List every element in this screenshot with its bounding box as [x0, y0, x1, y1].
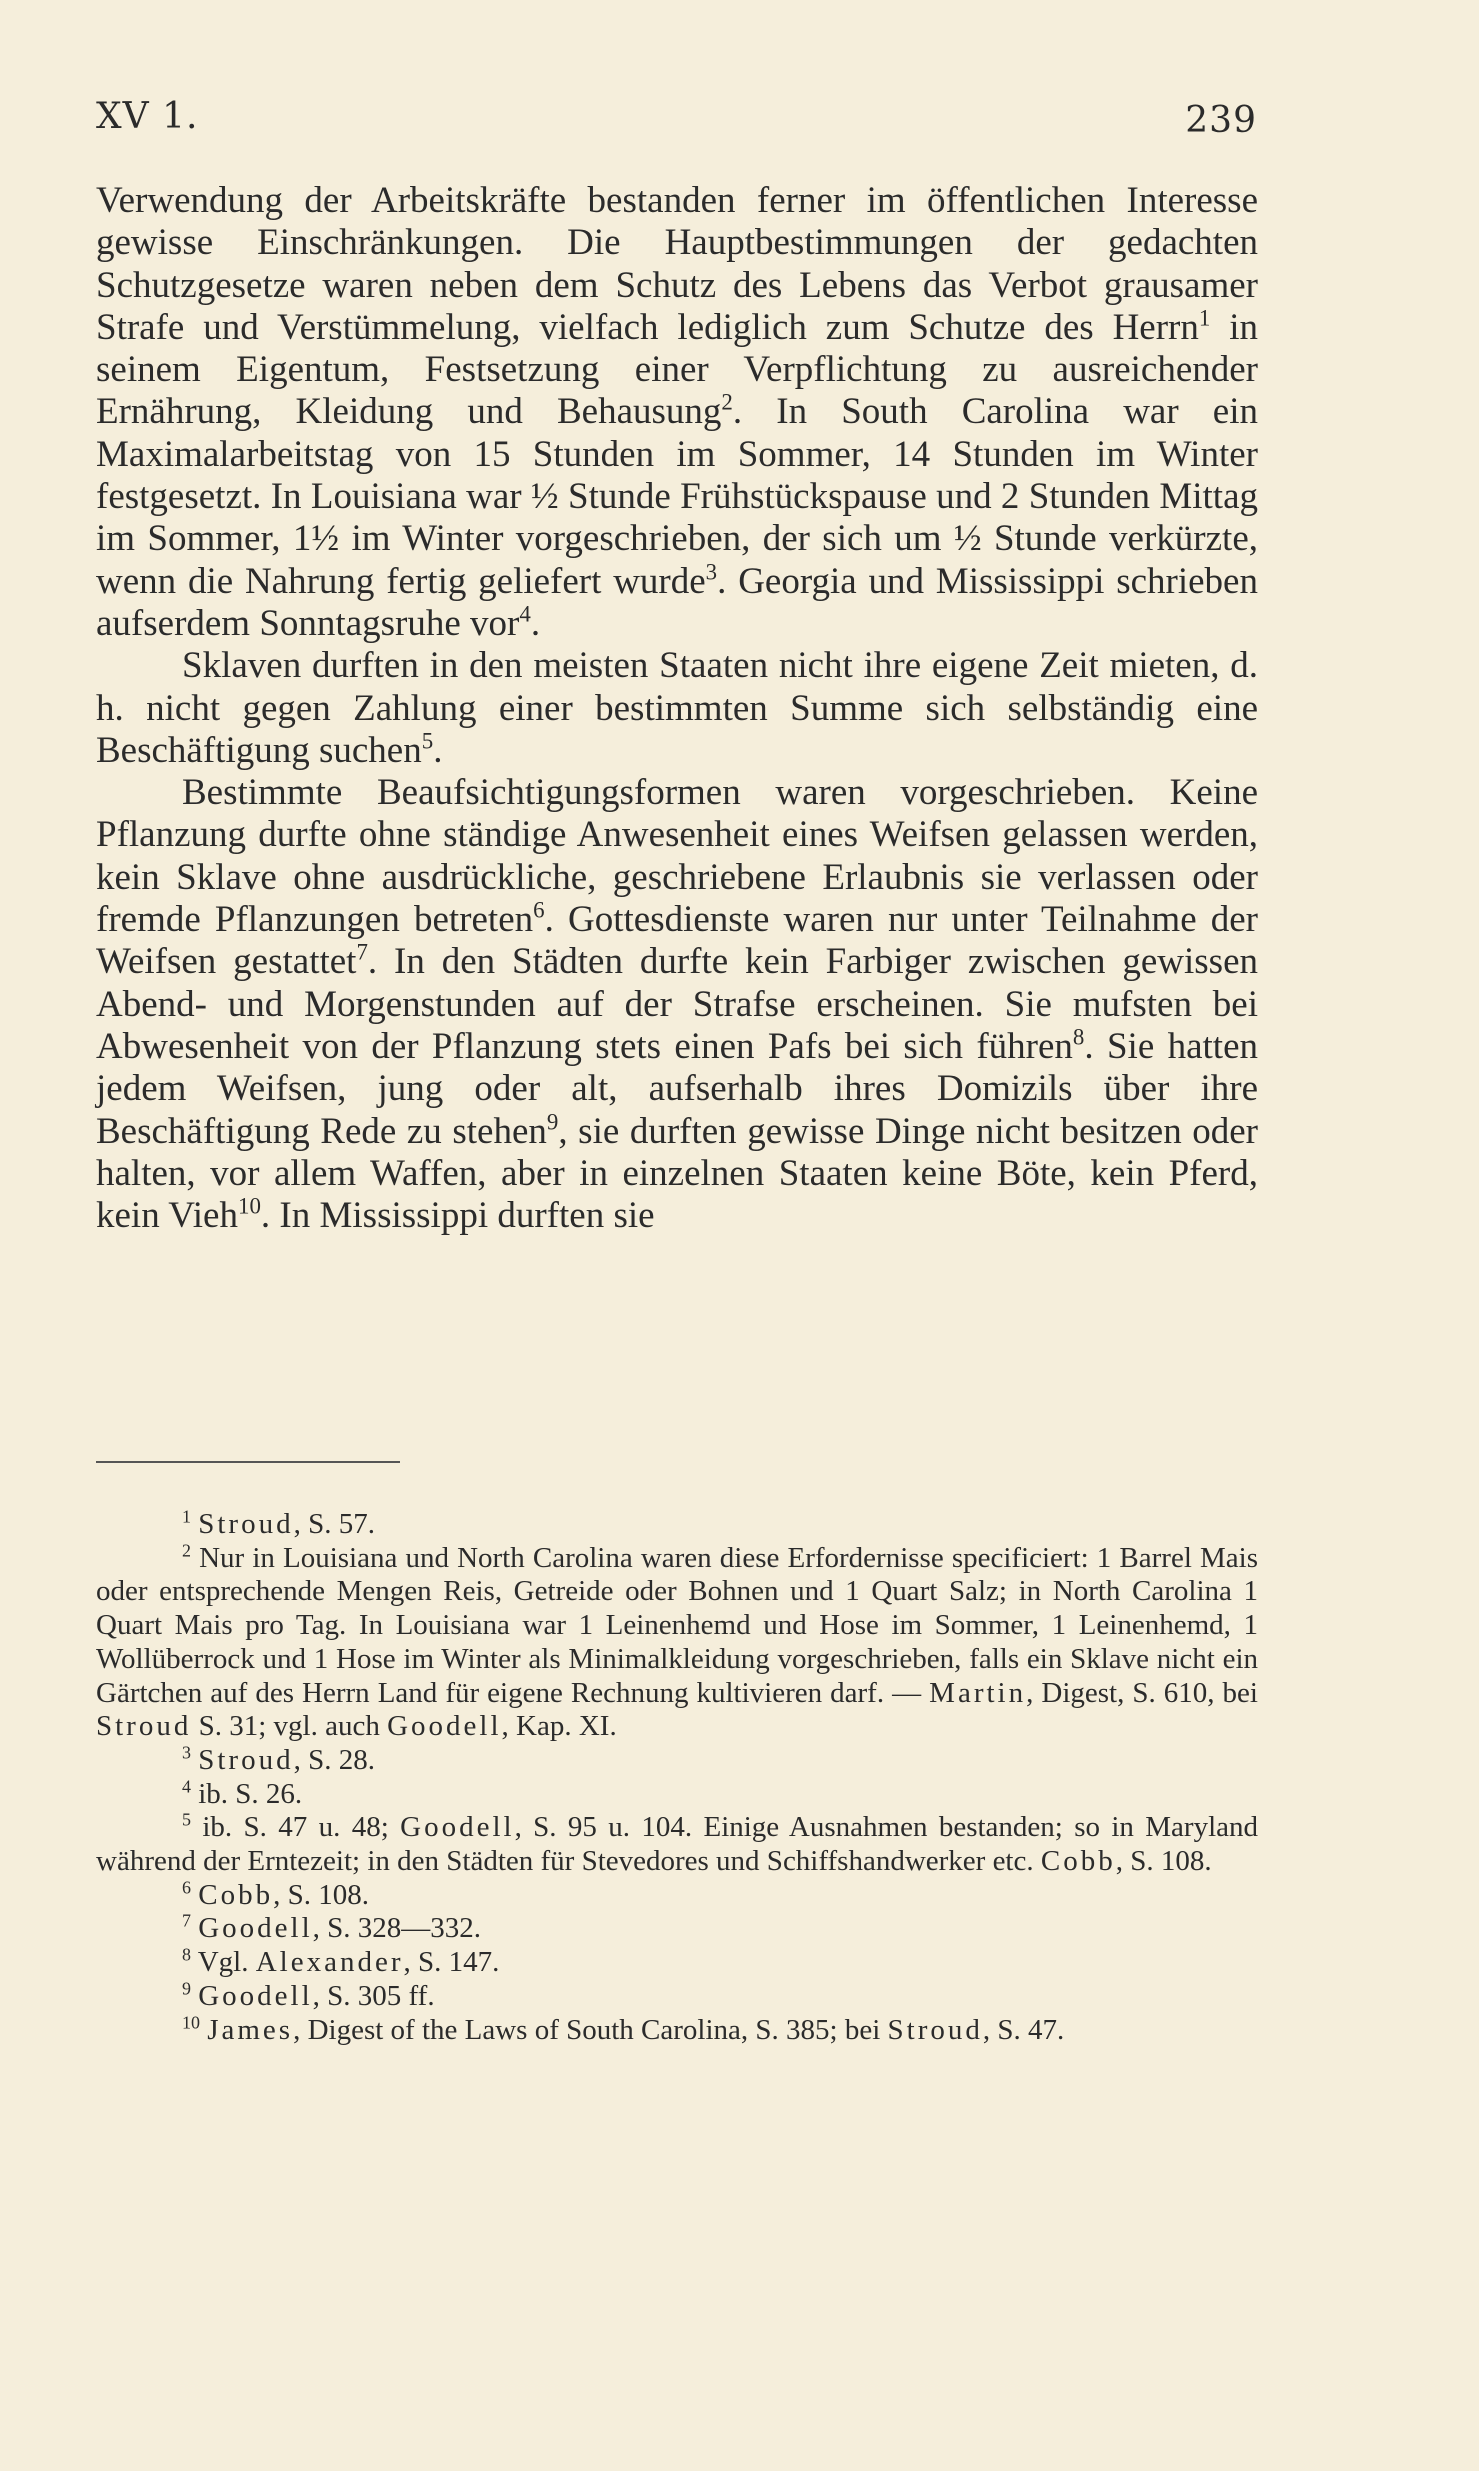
text-run: , Digest of the Laws of South Carolina, S. 385; bei	[293, 2013, 888, 2046]
author-name: Goodell	[400, 1811, 515, 1844]
text-run: , Digest, S. 610, bei	[1026, 1676, 1258, 1709]
text-run: . Sie hatten jedem Weifsen, jung oder alt, aufserhalb ihres Domizils über ihre Beschäftigung Rede zu stehen	[96, 1025, 1258, 1152]
footnote	[96, 1980, 1258, 2014]
footnote	[96, 1912, 1258, 1946]
page-number: 239	[1185, 100, 1257, 141]
author-name: Alexander	[255, 1946, 404, 1979]
footnote-ref: 9	[546, 1109, 559, 1135]
footnote-ref: 8	[1072, 1024, 1085, 1050]
text-run: , S. 28.	[293, 1743, 375, 1776]
text-run: ib. S. 47 u. 48;	[202, 1811, 401, 1844]
footnotes	[96, 1508, 1258, 2047]
footnote	[96, 1542, 1258, 1744]
text-run: , sie durften gewisse Dinge nicht besitzen oder halten, vor allem Waffen, aber in einzelnen Staaten keine Böte, kein Pferd, kein Vieh	[96, 1110, 1258, 1237]
text-run: in seinem Eigentum, Festsetzung einer Verpflichtung zu ausreichender Ernährung, Kleidung und Behausung	[96, 306, 1258, 433]
footnote-ref: 3	[705, 559, 718, 585]
footnote-number: 3	[182, 1742, 191, 1763]
footnote-ref: 4	[519, 601, 531, 627]
text-run: , Kap. XI.	[501, 1710, 617, 1743]
author-name: Stroud	[198, 1743, 294, 1776]
paragraph	[96, 180, 1258, 645]
section-label: XV 1.	[96, 96, 199, 137]
text-run: .	[530, 602, 541, 644]
author-name: Cobb	[1040, 1845, 1116, 1878]
footnote-number: 1	[182, 1506, 191, 1527]
text-run: .	[433, 729, 443, 771]
text-run: . Georgia und Mississippi schrieben aufserdem Sonntagsruhe vor	[96, 560, 1258, 644]
text-run: , S. 305 ff.	[312, 1979, 435, 2012]
footnote	[96, 1775, 1258, 1812]
author-name: James	[207, 2013, 294, 2046]
footnote	[96, 1879, 1258, 1913]
author-name: Stroud	[198, 1508, 294, 1540]
text-run: , S. 108.	[1115, 1845, 1212, 1878]
text-run: , S. 57.	[293, 1508, 375, 1540]
text-run: Vgl.	[197, 1946, 256, 1979]
author-name: Stroud	[96, 1710, 192, 1743]
footnote-number: 4	[182, 1775, 191, 1796]
paragraph	[96, 772, 1258, 1237]
text-run: Sklaven durften in den meisten Staaten nicht ihre eigene Zeit mieten, d. h. nicht gegen Zahlung einer bestimmten Summe sich selbständig eine Beschäftigung suchen	[96, 645, 1258, 771]
author-name: Stroud	[887, 2013, 983, 2046]
author-name: Goodell	[198, 1912, 313, 1945]
text-run: Verwendung der Arbeitskräfte bestanden ferner im öffentlichen Interesse gewisse Einschränkungen. Die Hauptbestimmungen der gedachten Schutzgesetze waren neben dem Schutz des Lebens das Verbot grausamer Strafe und Verstümmelung, vielfach lediglich zum Schutze des Herrn	[96, 180, 1258, 348]
author-name: Cobb	[198, 1878, 274, 1911]
text-run: , S. 147.	[403, 1946, 500, 1979]
text-run: , S. 108.	[273, 1878, 369, 1911]
footnote-number: 6	[182, 1877, 191, 1898]
text-run: S. 31; vgl. auch	[191, 1710, 388, 1743]
footnote-number: 8	[182, 1944, 191, 1965]
footnote-number: 9	[182, 1978, 191, 1999]
text-run: , S. 47.	[982, 2013, 1065, 2046]
text-run: . In South Carolina war ein Maximalarbeitstag von 15 Stunden im Sommer, 14 Stunden im Winter festgesetzt. In Louisiana war ½ Stunde Frühstückspause und 2 Stunden Mittag im Sommer, 1½ im Winter vorgeschrieben, der sich um ½ Stunde verkürzte, wenn die Nahrung fertig geliefert wurde	[96, 391, 1259, 602]
running-head	[96, 96, 1257, 146]
footnote-ref: 6	[533, 897, 545, 923]
author-name: Martin	[929, 1676, 1027, 1709]
footnote-ref: 7	[356, 940, 368, 966]
footnote-number: 7	[182, 1910, 191, 1931]
text-run: ib. S. 26.	[198, 1777, 303, 1810]
footnote-ref: 2	[721, 390, 733, 416]
footnote	[96, 1744, 1258, 1778]
footnote-ref: 1	[1198, 305, 1211, 331]
footnote	[96, 1508, 1258, 1542]
author-name: Goodell	[387, 1710, 502, 1743]
author-name: Goodell	[198, 1979, 313, 2012]
footnote-ref: 5	[421, 728, 434, 754]
text-run: Bestimmte Beaufsichtigungsformen waren vorgeschrieben. Keine Pflanzung durfte ohne ständige Anwesenheit eines Weifsen gelassen werden, kein Sklave ohne ausdrückliche, geschriebene Erlaubnis sie verlassen oder fremde Pflanzungen betreten	[96, 772, 1258, 941]
text-run: , S. 328—332.	[312, 1912, 482, 1945]
text-run: , S. 95 u. 104. Einige Ausnahmen bestanden; so in Maryland während der Erntezeit; in den Städten für Stevedores und Schiffshandwerker etc.	[96, 1811, 1258, 1878]
text-run: . Gottesdienste waren nur unter Teilnahme der Weifsen gestattet	[96, 899, 1258, 983]
footnote-number: 10	[182, 2011, 200, 2032]
text-run: . In Mississippi durften sie	[260, 1195, 655, 1237]
footnote-number: 2	[182, 1540, 191, 1561]
footnote-ref: 10	[237, 1193, 261, 1219]
body-text	[96, 180, 1258, 1237]
footnote-rule	[96, 1461, 400, 1463]
footnote	[96, 2011, 1258, 2048]
footnote	[96, 1946, 1258, 1980]
footnote-number: 5	[182, 1809, 191, 1830]
text-run: . In den Städten durfte kein Farbiger zwischen gewissen Abend- und Morgenstunden auf der Strafse erscheinen. Sie mufsten bei Abwesenheit von der Pflanzung stets einen Pafs bei sich führen	[96, 941, 1258, 1067]
text-run: Nur in Louisiana und North Carolina waren diese Erfordernisse specificiert: 1 Barrel Mais oder entsprechende Mengen Reis, Getreide oder Bohnen und 1 Quart Salz; in North Carolina 1 Quart Mais pro Tag. In Louisiana war 1 Leinenhemd und Hose im Sommer, 1 Leinenhemd, 1 Wollüberrock und 1 Hose im Winter als Minimalkleidung vorgeschrieben, falls ein Sklave nicht ein Gärtchen auf des Herrn Land für eigene Rechnung kultivieren darf. —	[96, 1541, 1258, 1709]
footnote	[96, 1811, 1258, 1878]
paragraph	[96, 645, 1258, 772]
